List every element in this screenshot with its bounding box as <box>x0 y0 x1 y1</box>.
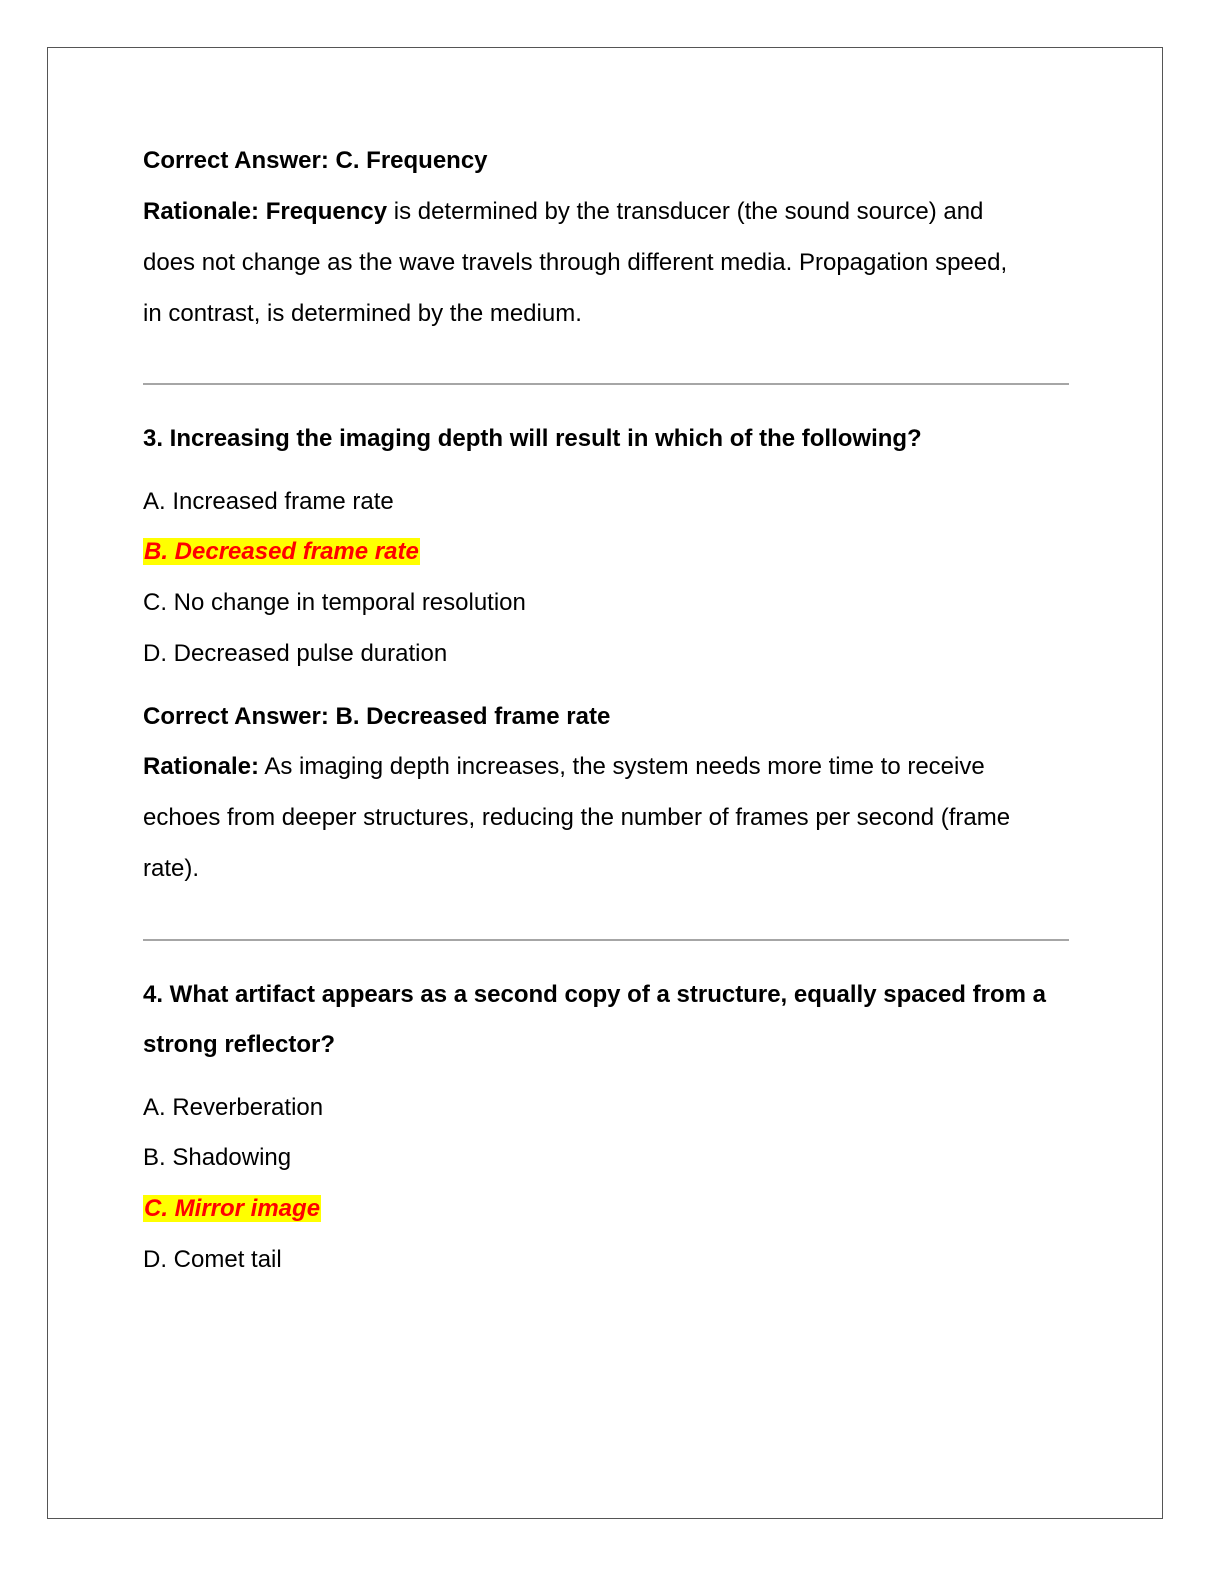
q3-correct-answer: Correct Answer: B. Decreased frame rate <box>143 703 611 730</box>
q4-option-d: D. Comet tail <box>143 1246 282 1273</box>
section-divider <box>143 939 1069 941</box>
q3-option-d: D. Decreased pulse duration <box>143 640 448 667</box>
q2-rationale-line-3: in contrast, is determined by the medium. <box>143 300 582 327</box>
q2-rationale-line-1 <box>143 197 983 227</box>
q4-option-c-highlighted: C. Mirror image <box>144 1195 321 1222</box>
q3-option-b <box>143 537 420 567</box>
q3-rationale-line-1 <box>143 752 985 782</box>
q2-rationale-label: Rationale: <box>143 198 260 225</box>
q3-option-b-highlighted: B. Decreased frame rate <box>144 538 419 565</box>
q3-rationale-line-3: rate). <box>143 855 200 882</box>
q3-rationale-text: As imaging depth increases, the system needs more time to receive <box>264 753 985 780</box>
q4-option-c <box>143 1194 321 1224</box>
q2-rationale-term: Frequency <box>265 198 388 225</box>
q3-rationale-line-2: echoes from deeper structures, reducing the number of frames per second (frame <box>143 804 1011 831</box>
q2-correct-answer: Correct Answer: C. Frequency <box>143 147 488 174</box>
q3-option-c: C. No change in temporal resolution <box>143 589 526 616</box>
q3-option-a: A. Increased frame rate <box>143 488 394 515</box>
q3-question: 3. Increasing the imaging depth will result in which of the following? <box>143 425 922 452</box>
q3-rationale-label: Rationale: <box>143 753 260 780</box>
q4-option-b: B. Shadowing <box>143 1144 292 1171</box>
q2-rationale-text: is determined by the transducer (the sound source) and <box>393 198 984 225</box>
q4-question-line-1: 4. What artifact appears as a second copy of a structure, equally spaced from a <box>143 981 1046 1008</box>
q4-question-line-2: strong reflector? <box>143 1031 336 1058</box>
q4-option-a: A. Reverberation <box>143 1094 324 1121</box>
q2-rationale-line-2: does not change as the wave travels through different media. Propagation speed, <box>143 249 1008 276</box>
section-divider <box>143 383 1069 385</box>
